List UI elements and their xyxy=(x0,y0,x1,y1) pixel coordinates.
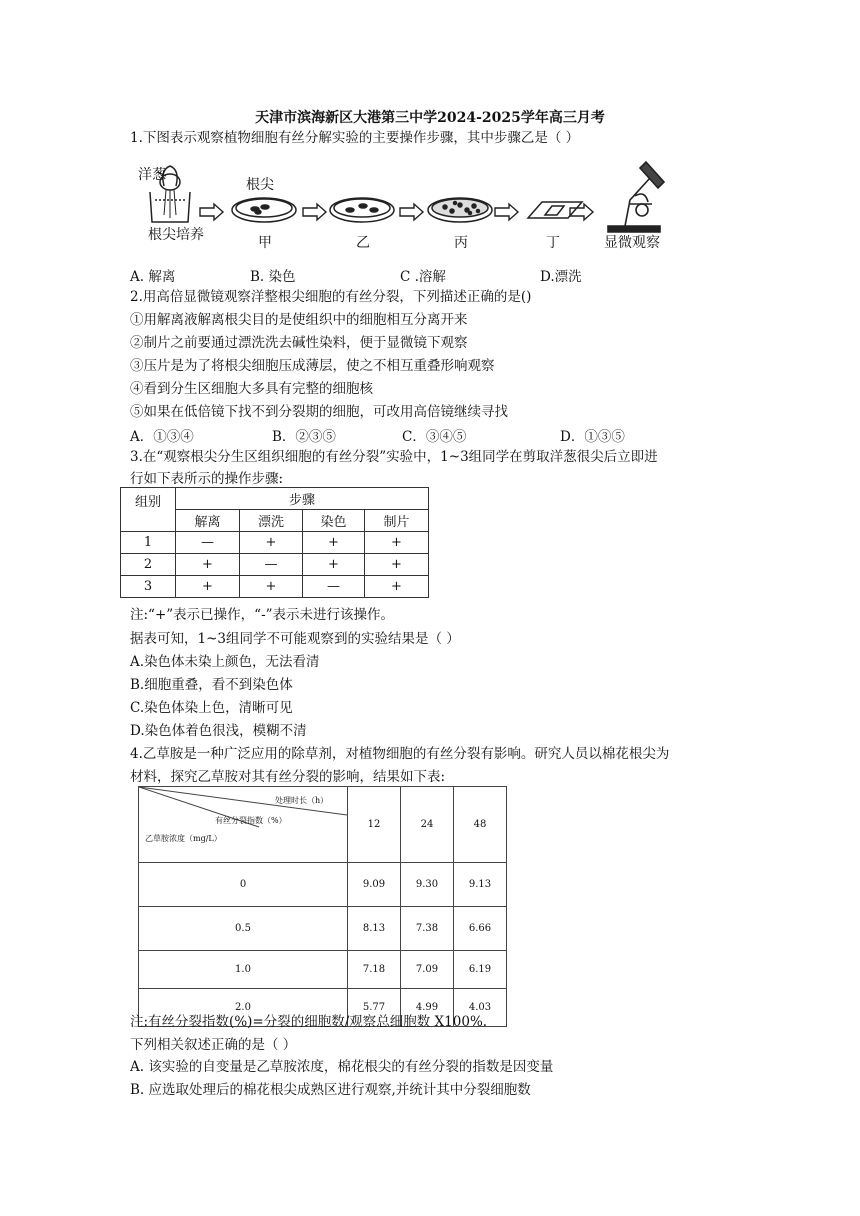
q4-stem-line1: 4.乙草胺是一种广泛应用的除草剂，对植物细胞的有丝分裂有影响。研究人员以棉花根尖为 xyxy=(130,746,670,762)
q3-option-c: C.染色体染上色，清晰可见 xyxy=(130,700,293,716)
table-cell: 9.13 xyxy=(454,863,507,907)
table-row xyxy=(121,576,429,598)
label-culture: 根尖培养 xyxy=(148,227,204,243)
q3-question: 据表可知，1~3组同学不可能观察到的实验结果是（ ） xyxy=(130,631,460,647)
table-row xyxy=(121,554,429,576)
table-cell: 4.03 xyxy=(454,989,507,1027)
table-row xyxy=(121,532,429,554)
table-cell: 4.99 xyxy=(401,989,454,1027)
q4-option-b: B. 应选取处理后的棉花根尖成熟区进行观察,并统计其中分裂细胞数 xyxy=(130,1082,531,1098)
table-cell: — xyxy=(240,554,303,576)
label-jia: 甲 xyxy=(258,235,272,251)
q1-stem: 1.下图表示观察植物细胞有丝分解实验的主要操作步骤，其中步骤乙是（ ） xyxy=(130,130,580,146)
label-bing: 丙 xyxy=(454,235,468,251)
q4-results-table xyxy=(138,786,507,1027)
header-step: 漂洗 xyxy=(240,510,303,532)
header-index: 有丝分裂指数（%） xyxy=(215,816,287,825)
table-cell: + xyxy=(240,576,303,598)
table-cell: 9.09 xyxy=(348,863,401,907)
header-time: 处理时长（h） xyxy=(275,796,329,805)
q4-stem-line2: 材料，探究乙草胺对其有丝分裂的影响，结果如下表: xyxy=(130,769,446,785)
table-cell: 6.66 xyxy=(454,907,507,951)
diagonal-header-cell xyxy=(139,787,348,863)
q3-note: 注:“+”表示已操作，“-”表示未进行该操作。 xyxy=(130,607,395,623)
table-cell: + xyxy=(365,554,429,576)
q1-option-a: A. 解离 xyxy=(130,269,176,285)
dish-yi-icon xyxy=(330,198,394,222)
table-cell: + xyxy=(176,576,240,598)
header-step: 染色 xyxy=(303,510,365,532)
page-title: 天津市滨海新区大港第三中学2024-2025学年高三月考 xyxy=(255,110,605,126)
q3-option-b: B.细胞重叠，看不到染色体 xyxy=(130,677,293,693)
q1-option-b: B. 染色 xyxy=(250,269,296,285)
q3-steps-table xyxy=(120,487,429,598)
header-step: 解离 xyxy=(176,510,240,532)
table-cell: 8.13 xyxy=(348,907,401,951)
q2-item-5: ⑤如果在低倍镜下找不到分裂期的细胞，可改用高倍镜继续寻找 xyxy=(130,404,508,420)
label-yi: 乙 xyxy=(356,235,370,251)
dish-jia-icon xyxy=(232,198,296,222)
q2-stem: 2.用高倍显微镜观察洋整根尖细胞的有丝分裂，下列描述正确的是() xyxy=(130,289,532,305)
q4-note: 注:有丝分裂指数(%)=分裂的细胞数/观察总细胞数 X100%. xyxy=(130,1014,488,1030)
group-cell: 2 xyxy=(121,554,176,576)
label-root-tip: 根尖 xyxy=(246,177,274,193)
q3-stem-line2: 行如下表所示的操作步骤: xyxy=(130,471,284,487)
q1-option-c: C .溶解 xyxy=(400,269,446,285)
q4-question: 下列相关叙述正确的是（ ） xyxy=(130,1037,297,1053)
label-ding: 丁 xyxy=(546,235,560,251)
header-step: 制片 xyxy=(365,510,429,532)
concentration-cell: 2.0 xyxy=(139,989,348,1027)
q3-stem-line1: 3.在“观察根尖分生区组织细胞的有丝分裂”实验中，1~3组同学在剪取洋葱很尖后立即进 xyxy=(130,449,658,465)
q3-option-d: D.染色体着色很浅，模糊不清 xyxy=(130,723,307,739)
table-cell: 6.19 xyxy=(454,951,507,989)
q1-procedure-diagram xyxy=(130,160,690,260)
table-cell: + xyxy=(365,532,429,554)
table-cell: + xyxy=(176,554,240,576)
table-cell: + xyxy=(303,554,365,576)
q2-option-d: D．①③⑤ xyxy=(560,429,625,445)
dish-bing-icon xyxy=(428,198,492,222)
header-group: 组别 xyxy=(121,488,176,532)
label-microscope: 显微观察 xyxy=(604,235,660,251)
concentration-cell: 1.0 xyxy=(139,951,348,989)
header-time-value: 12 xyxy=(348,787,401,863)
header-concentration: 乙草胺浓度（mg/L） xyxy=(145,834,222,843)
table-cell: — xyxy=(303,576,365,598)
table-cell: + xyxy=(240,532,303,554)
header-time-value: 48 xyxy=(454,787,507,863)
table-row xyxy=(139,951,507,989)
q4-option-a: A. 该实验的自变量是乙草胺浓度，棉花根尖的有丝分裂的指数是因变量 xyxy=(130,1059,554,1075)
q1-option-d: D.漂洗 xyxy=(540,269,582,285)
q2-option-a: A．①③④ xyxy=(130,429,194,445)
q2-option-b: B．②③⑤ xyxy=(272,429,336,445)
q2-item-4: ④看到分生区细胞大多具有完整的细胞核 xyxy=(130,381,373,397)
table-cell: 7.38 xyxy=(401,907,454,951)
table-cell: 9.30 xyxy=(401,863,454,907)
q2-item-1: ①用解离液解离根尖目的是使组织中的细胞相互分离开来 xyxy=(130,312,468,328)
table-cell: — xyxy=(176,532,240,554)
q2-item-2: ②制片之前要通过漂洗洗去碱性染料，便于显微镜下观察 xyxy=(130,335,468,351)
group-cell: 1 xyxy=(121,532,176,554)
table-cell: 7.18 xyxy=(348,951,401,989)
microscope-icon xyxy=(608,162,664,232)
table-cell: + xyxy=(303,532,365,554)
table-cell: 7.09 xyxy=(401,951,454,989)
header-time-value: 24 xyxy=(401,787,454,863)
table-cell: + xyxy=(365,576,429,598)
table-row xyxy=(139,863,507,907)
q2-option-c: C．③④⑤ xyxy=(402,429,467,445)
concentration-cell: 0.5 xyxy=(139,907,348,951)
group-cell: 3 xyxy=(121,576,176,598)
q3-option-a: A.染色体未染上颜色，无法看清 xyxy=(130,654,320,670)
header-steps: 步骤 xyxy=(176,488,429,510)
label-onion: 洋葱 xyxy=(138,167,166,183)
concentration-cell: 0 xyxy=(139,863,348,907)
table-row xyxy=(139,907,507,951)
table-cell: 5.77 xyxy=(348,989,401,1027)
q2-item-3: ③压片是为了将根尖细胞压成薄层，使之不相互重叠形响观察 xyxy=(130,358,495,374)
